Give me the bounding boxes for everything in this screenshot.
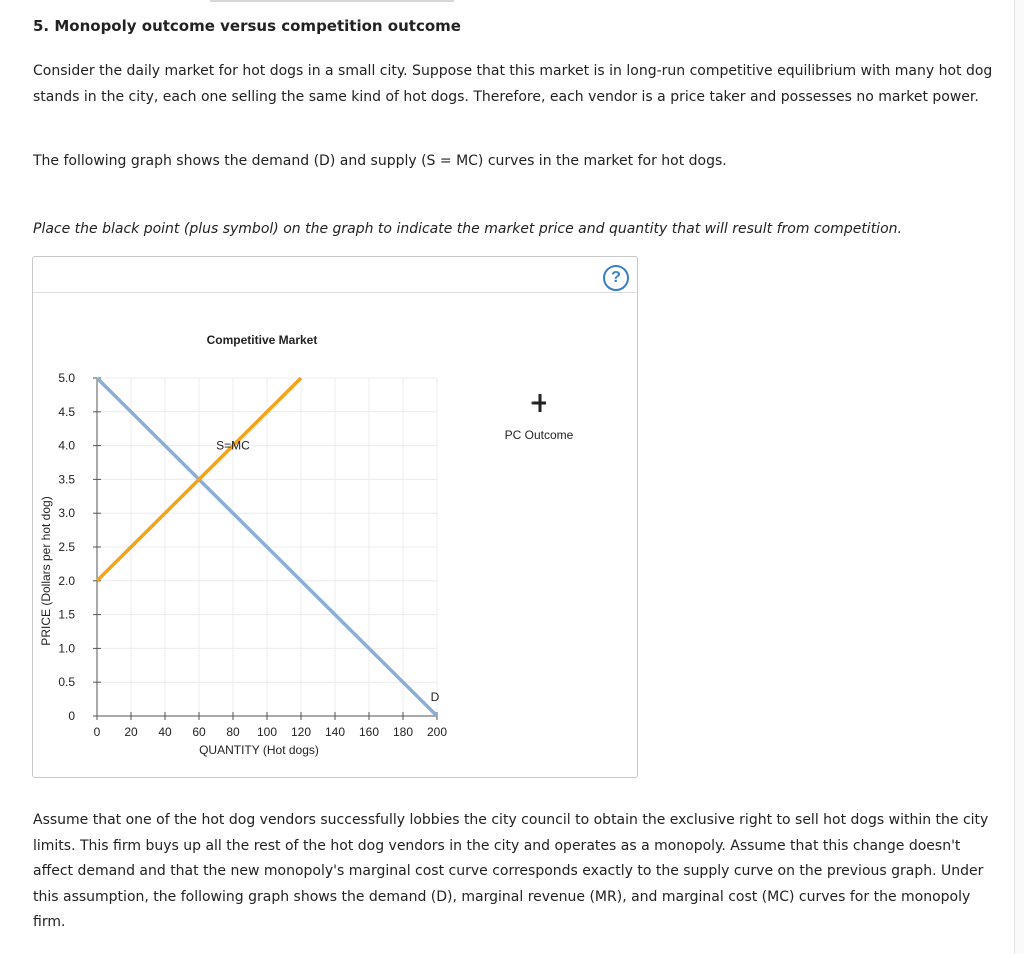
question-heading: 5. Monopoly outcome versus competition outcome [33, 17, 461, 35]
y-tick-label: 4.5 [58, 404, 75, 419]
x-tick-label: 100 [256, 725, 278, 739]
pc-outcome-marker[interactable] [531, 394, 546, 412]
graph-panel [32, 256, 638, 778]
y-axis-label: PRICE (Dollars per hot dog) [39, 496, 53, 646]
intro-paragraph: Consider the daily market for hot dogs in a small city. Suppose that this market is in long-run competitive equilibrium with many hot dog stands in the city, each one selling the same kind of hot dogs. Therefore, each vendor is a price taker and possesses no market power. [33, 63, 993, 105]
scrollbar-track[interactable] [1014, 0, 1024, 954]
y-tick-label: 2.5 [58, 540, 75, 554]
y-tick-label: 4.0 [58, 438, 75, 453]
x-tick-label: 180 [392, 725, 414, 739]
x-tick-label: 160 [358, 725, 380, 739]
x-tick-label: 200 [426, 725, 448, 739]
y-tick-label: 1.5 [58, 607, 75, 622]
x-axis-label: QUANTITY (Hot dogs) [199, 743, 319, 757]
monopoly-paragraph: Assume that one of the hot dog vendors successfully lobbies the city council to obtain the exclusive right to sell hot dogs within the city limits. This firm buys up all the rest of the hot dog vendors in the city and operates as a monopoly. Assume that this change doesn't affect demand and that the new monopoly's marginal cost curve corresponds exactly to the supply curve on the previous graph. Under this assumption, the following graph shows the demand (D), marginal revenue (MR), and marginal cost (MC) curves for the monopoly firm. [33, 812, 989, 930]
y-tick-label: 0.5 [58, 675, 75, 690]
y-tick-label: 3.5 [58, 472, 75, 487]
demand-curve-label: D [430, 690, 440, 704]
supply-curve-label: S=MC [216, 438, 250, 453]
pc-outcome-label: PC Outcome [504, 428, 574, 442]
competitive-market-chart[interactable] [33, 257, 637, 777]
graph-intro-paragraph: The following graph shows the demand (D) and supply (S = MC) curves in the market for hot dogs. [33, 153, 727, 169]
x-tick-label: 20 [124, 725, 138, 739]
y-tick-label: 0 [68, 709, 75, 723]
y-tick-label: 1.0 [58, 641, 75, 656]
x-tick-label: 80 [226, 725, 240, 739]
y-tick-label: 2.0 [58, 573, 75, 588]
x-tick-label: 140 [324, 725, 346, 739]
plus-icon-horizontal [534, 402, 546, 405]
x-tick-label: 120 [290, 725, 312, 739]
chart-title: Competitive Market [206, 333, 318, 347]
y-tick-label: 3.0 [58, 506, 75, 521]
top-divider [210, 0, 454, 2]
x-tick-label: 0 [93, 725, 101, 739]
x-tick-label: 60 [192, 725, 206, 739]
axis-layer [93, 378, 437, 720]
x-tick-label: 40 [158, 725, 172, 739]
y-tick-label: 5.0 [58, 371, 75, 385]
instruction-paragraph: Place the black point (plus symbol) on the graph to indicate the market price and quantity that will result from competition. [33, 221, 902, 237]
help-icon[interactable]: ? [603, 265, 629, 291]
